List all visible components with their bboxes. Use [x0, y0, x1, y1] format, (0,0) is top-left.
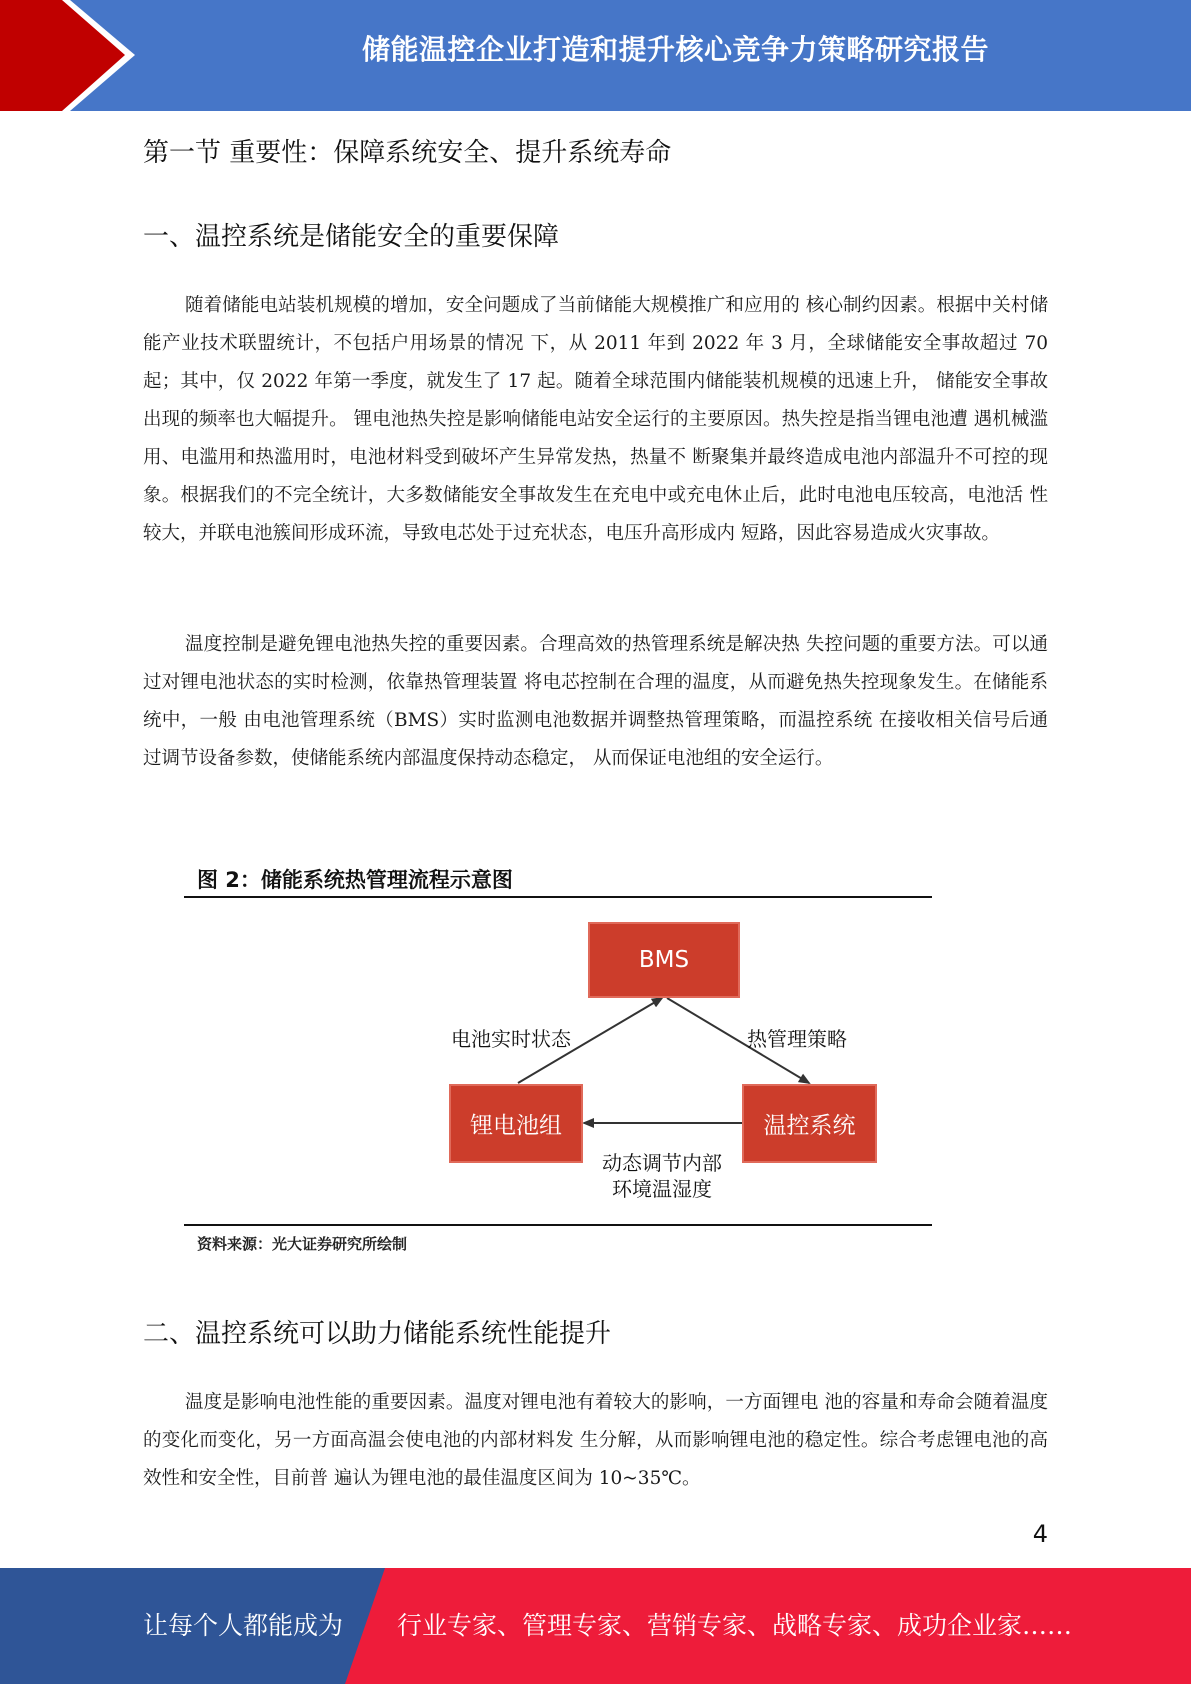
page-number: 4 — [1032, 1520, 1048, 1548]
label-dynamic-adjustment-line1: 动态调节内部 — [602, 1151, 722, 1175]
figure-bottom-rule — [184, 1224, 932, 1226]
subsection-heading-2: 二、温控系统可以助力储能系统性能提升 — [143, 1319, 612, 1349]
figure-title: 图 2：储能系统热管理流程示意图 — [197, 868, 513, 892]
flow-arrows — [184, 860, 932, 1260]
node-battery-pack: 锂电池组 — [449, 1084, 583, 1163]
footer-slogan-left: 让每个人都能成为 — [143, 1611, 344, 1640]
section-title: 第一节 重要性：保障系统安全、提升系统寿命 — [143, 138, 672, 168]
report-title: 储能温控企业打造和提升核心竞争力策略研究报告 — [361, 33, 989, 66]
paragraph-2: 温度控制是避免锂电池热失控的重要因素。合理高效的热管理系统是解决热 失控问题的重要方法。可以通过对锂电池状态的实时检测，依靠热管理装置 将电芯控制在合理的温度，从而避免热失控现象发生。在储能系统中，一般 由电池管理系统（BMS）实时监测电池数据并调整热管理策略，而温控系统 在接收相关信号后通过调节设备参数，使储能系统内部温度保持动态稳定， 从而保证电池组的安全运行。 — [143, 634, 1048, 769]
figure-thermal-management-flow — [184, 860, 932, 1260]
figure-source: 资料来源：光大证券研究所绘制 — [197, 1235, 408, 1253]
page-footer — [0, 1568, 1191, 1684]
paragraph-3: 温度是影响电池性能的重要因素。温度对锂电池有着较大的影响，一方面锂电 池的容量和寿命会随着温度的变化而变化，另一方面高温会使电池的内部材料发 生分解，从而影响锂电池的稳定性。综合考虑锂电池的高效性和安全性，目前普 遍认为锂电池的最佳温度区间为 10~35℃。 — [143, 1392, 1048, 1489]
subsection-heading-1: 一、温控系统是储能安全的重要保障 — [143, 222, 560, 252]
node-thermal-control-system: 温控系统 — [742, 1084, 877, 1163]
page-header — [0, 0, 1191, 111]
node-bms: BMS — [588, 922, 740, 998]
label-thermal-strategy: 热管理策略 — [747, 1027, 847, 1051]
paragraph-1: 随着储能电站装机规模的增加，安全问题成了当前储能大规模推广和应用的 核心制约因素。根据中关村储能产业技术联盟统计，不包括户用场景的情况 下，从 2011 年到 2022 年 3 月，全球储能安全事故超过 70 起；其中，仅 2022 年第一季度，就发生了 17 起。随着全球范围内储能装机规模的迅速上升， 储能安全事故出现的频率也大幅提升。 锂电池热失控是影响储能电站安全运行的主要原因。热失控是指当锂电池遭 遇机械滥用、电滥用和热滥用时，电池材料受到破坏产生异常发热，热量不 断聚集并最终造成电池内部温升不可控的现象。根据我们的不完全统计，大多数储能安全事故发生在充电中或充电休止后，此时电池电压较高，电池活 性较大，并联电池簇间形成环流，导致电芯处于过充状态，电压升高形成内 短路，因此容易造成火灾事故。 — [143, 295, 1048, 544]
footer-slogan-right: 行业专家、管理专家、营销专家、战略专家、成功企业家…… — [397, 1611, 1073, 1640]
label-battery-realtime-status: 电池实时状态 — [451, 1027, 571, 1051]
header-chevron-decoration — [0, 0, 160, 111]
label-dynamic-adjustment-line2: 环境温湿度 — [612, 1177, 712, 1201]
label-dynamic-adjustment — [597, 1150, 727, 1202]
